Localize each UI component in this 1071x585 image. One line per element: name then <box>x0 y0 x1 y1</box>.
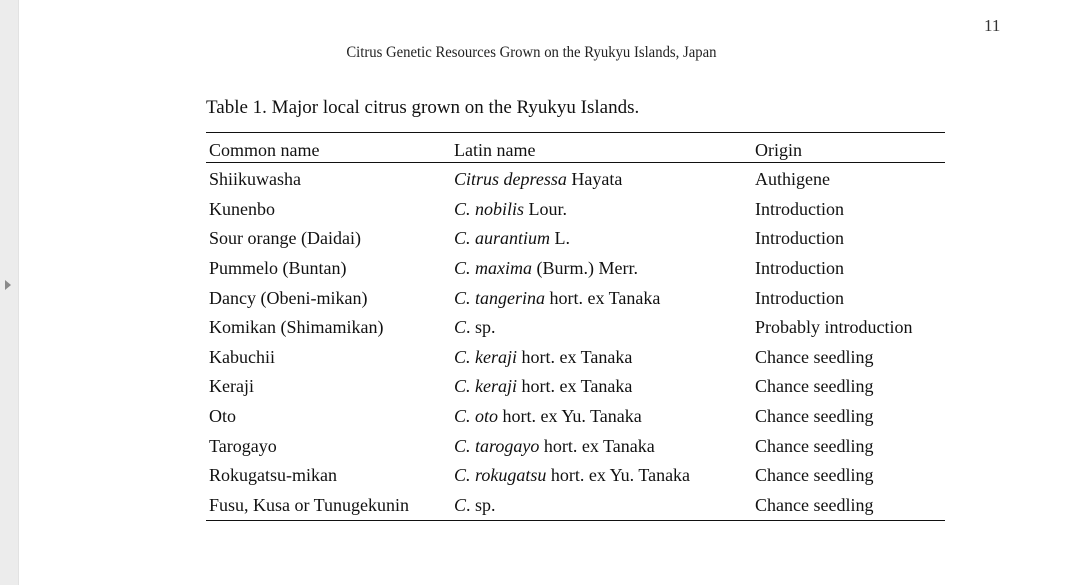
latin-species-italic: C. keraji <box>454 346 517 367</box>
latin-species-italic: C <box>454 317 467 338</box>
table-caption: Table 1. Major local citrus grown on the Ryukyu Islands. <box>206 97 640 118</box>
cell-latin-name <box>451 283 752 313</box>
left-gutter <box>0 0 19 585</box>
cell-latin-name <box>451 372 752 402</box>
cell-latin-name <box>451 343 752 373</box>
latin-species-italic: C. nobilis <box>454 198 525 219</box>
cell-common-name: Shiikuwasha <box>209 169 301 190</box>
table-row <box>206 491 945 521</box>
cell-latin-name <box>451 163 752 195</box>
latin-species-italic: C. keraji <box>454 376 517 397</box>
cell-origin: Chance seedling <box>755 406 874 427</box>
cell-common-name: Sour orange (Daidai) <box>209 228 361 249</box>
citrus-table <box>206 132 945 521</box>
latin-authority: (Burm.) Merr. <box>532 258 638 279</box>
table-header-row <box>206 133 945 163</box>
table-row <box>206 402 945 432</box>
cell-common-name: Tarogayo <box>209 435 277 456</box>
running-header: Citrus Genetic Resources Grown on the Ryukyu Islands, Japan <box>346 44 717 61</box>
cell-common-name: Keraji <box>209 376 254 397</box>
latin-authority: hort. ex Tanaka <box>517 376 633 397</box>
table-row <box>206 372 945 402</box>
table-row <box>206 431 945 461</box>
latin-species-italic: Citrus depressa <box>454 169 567 190</box>
cell-latin-name <box>451 224 752 254</box>
cell-origin: Introduction <box>755 228 844 249</box>
cell-latin-name <box>451 195 752 225</box>
latin-authority: Lour. <box>524 198 568 219</box>
latin-species-italic: C. tangerina <box>454 287 546 308</box>
latin-authority: . sp. <box>466 494 496 515</box>
cell-common-name: Kabuchii <box>209 346 275 367</box>
citrus-table-container <box>206 132 945 521</box>
latin-authority: hort. ex Tanaka <box>539 435 655 456</box>
table-row <box>206 224 945 254</box>
latin-species-italic: C. maxima <box>454 258 532 279</box>
cell-origin: Introduction <box>755 198 844 219</box>
cell-common-name: Kunenbo <box>209 198 275 219</box>
table-row <box>206 254 945 284</box>
document-page <box>19 0 1071 585</box>
page-number: 11 <box>984 16 1001 35</box>
cell-latin-name <box>451 491 752 521</box>
cell-origin: Authigene <box>755 169 830 190</box>
expand-arrow-icon[interactable] <box>5 280 11 290</box>
table-row <box>206 461 945 491</box>
cell-latin-name <box>451 461 752 491</box>
table-row <box>206 283 945 313</box>
cell-common-name: Dancy (Obeni-mikan) <box>209 287 368 308</box>
header-latin-name: Latin name <box>454 139 536 160</box>
latin-authority: Hayata <box>566 169 623 190</box>
cell-latin-name <box>451 431 752 461</box>
cell-latin-name <box>451 254 752 284</box>
latin-species-italic: C. oto <box>454 406 499 427</box>
latin-species-italic: C. aurantium <box>454 228 551 249</box>
cell-origin: Chance seedling <box>755 465 874 486</box>
cell-origin: Introduction <box>755 287 844 308</box>
cell-origin: Chance seedling <box>755 494 874 515</box>
cell-origin: Introduction <box>755 258 844 279</box>
table-row <box>206 195 945 225</box>
table-row <box>206 163 945 195</box>
latin-species-italic: C. tarogayo <box>454 435 540 456</box>
table-body <box>206 163 945 521</box>
cell-origin: Chance seedling <box>755 346 874 367</box>
latin-authority: L. <box>550 228 571 249</box>
latin-authority: hort. ex Yu. Tanaka <box>546 465 691 486</box>
cell-common-name: Pummelo (Buntan) <box>209 258 347 279</box>
latin-authority: . sp. <box>466 317 496 338</box>
cell-origin: Probably introduction <box>755 317 913 338</box>
latin-authority: hort. ex Tanaka <box>517 346 633 367</box>
latin-species-italic: C <box>454 494 467 515</box>
table-row <box>206 343 945 373</box>
cell-common-name: Oto <box>209 406 236 427</box>
latin-authority: hort. ex Yu. Tanaka <box>498 406 642 427</box>
cell-latin-name <box>451 402 752 432</box>
cell-origin: Chance seedling <box>755 435 874 456</box>
cell-origin: Chance seedling <box>755 376 874 397</box>
header-origin: Origin <box>755 139 802 160</box>
header-common-name: Common name <box>209 139 320 160</box>
cell-common-name: Fusu, Kusa or Tunugekunin <box>209 494 410 515</box>
table-row <box>206 313 945 343</box>
latin-authority: hort. ex Tanaka <box>545 287 661 308</box>
cell-common-name: Komikan (Shimamikan) <box>209 317 384 338</box>
cell-common-name: Rokugatsu-mikan <box>209 465 337 486</box>
latin-species-italic: C. rokugatsu <box>454 465 547 486</box>
cell-latin-name <box>451 313 752 343</box>
